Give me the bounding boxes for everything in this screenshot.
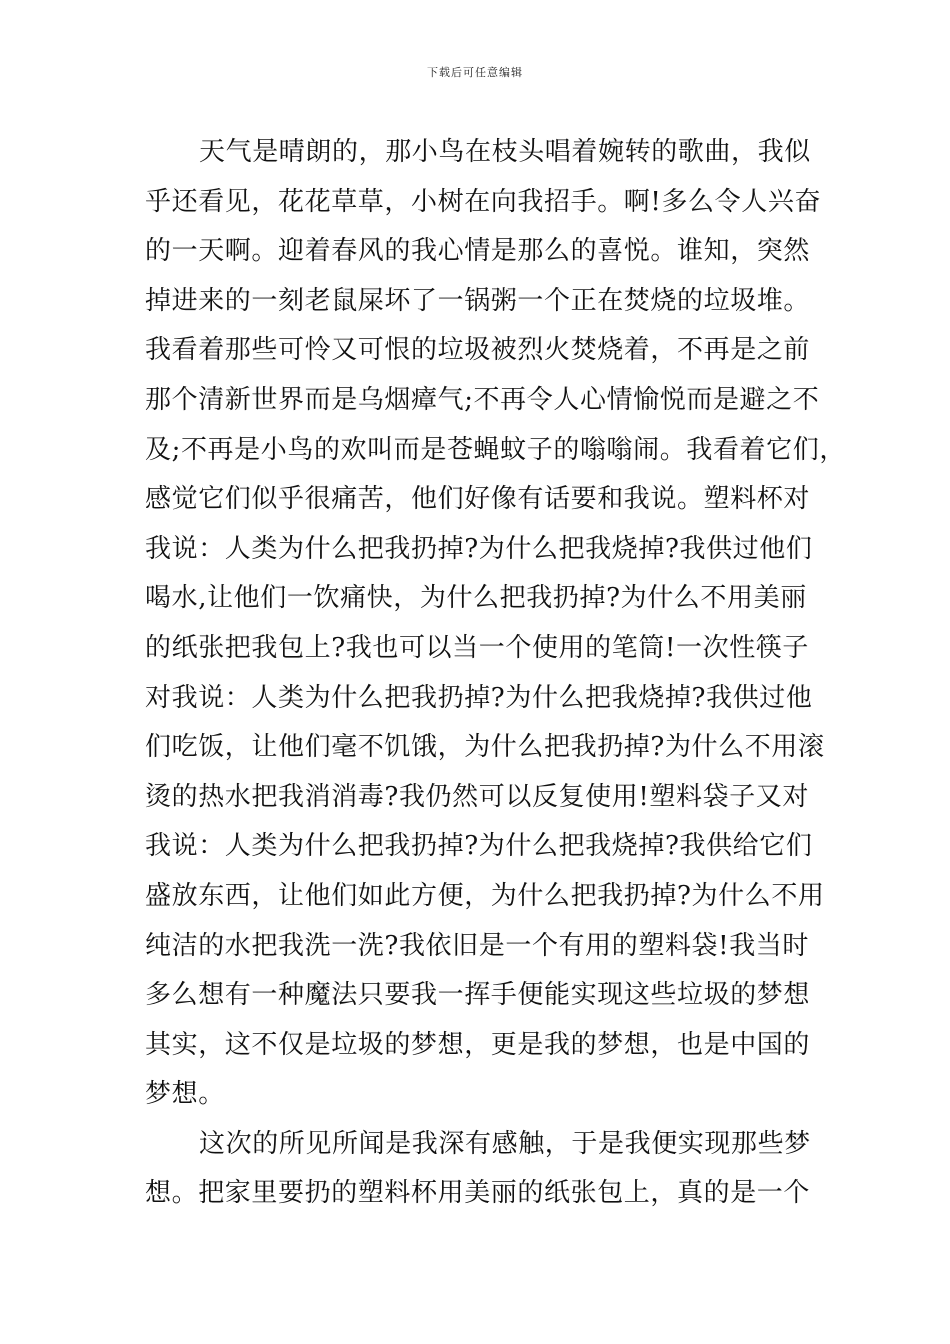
paragraph-line: 的纸张把我包上?我也可以当一个使用的笔筒!一次性筷子 — [145, 632, 809, 663]
paragraph-line: 的一天啊。迎着春风的我心情是那么的喜悦。谁知，突然 — [145, 236, 811, 267]
paragraph-line: 对我说：人类为什么把我扔掉?为什么把我烧掉?我供过他 — [145, 682, 813, 713]
page-header: 下载后可任意编辑 — [427, 66, 523, 79]
paragraph-line: 多么想有一种魔法只要我一挥手便能实现这些垃圾的梦想 — [145, 980, 811, 1011]
paragraph-line: 那个清新世界而是乌烟瘴气;不再令人心情愉悦而是避之不 — [145, 384, 820, 415]
paragraph-line: 盛放东西，让他们如此方便，为什么把我扔掉?为什么不用 — [145, 880, 825, 911]
paragraph-line: 我说：人类为什么把我扔掉?为什么把我烧掉?我供过他们 — [145, 533, 813, 564]
paragraph-line: 梦想。 — [145, 1079, 225, 1110]
paragraph-line: 我说：人类为什么把我扔掉?为什么把我烧掉?我供给它们 — [145, 831, 813, 862]
paragraph-line: 感觉它们似乎很痛苦，他们好像有话要和我说。塑料杯对 — [145, 484, 811, 515]
essay-body — [145, 128, 846, 1219]
paragraph-line: 喝水,让他们一饮痛快，为什么把我扔掉?为什么不用美丽 — [145, 583, 807, 614]
paragraph-line: 想。把家里要扔的塑料杯用美丽的纸张包上，真的是一个 — [145, 1178, 811, 1209]
paragraph-line: 掉进来的一刻老鼠屎坏了一锅粥一个正在焚烧的垃圾堆。 — [145, 285, 811, 316]
paragraph-line: 乎还看见，花花草草，小树在向我招手。啊!多么令人兴奋 — [145, 186, 822, 217]
paragraph-line: 烫的热水把我消消毒?我仍然可以反复使用!塑料袋子又对 — [145, 781, 809, 812]
paragraph-line: 及;不再是小鸟的欢叫而是苍蝇蚊子的嗡嗡闹。我看着它们， — [145, 434, 846, 465]
paragraph-line: 天气是晴朗的，那小鸟在枝头唱着婉转的歌曲，我似 — [199, 137, 811, 167]
paragraph-line: 们吃饭，让他们毫不饥饿，为什么把我扔掉?为什么不用滚 — [145, 732, 825, 763]
paragraph-line: 其实，这不仅是垃圾的梦想，更是我的梦想，也是中国的 — [145, 1029, 811, 1060]
paragraph-line: 纯洁的水把我洗一洗?我依旧是一个有用的塑料袋!我当时 — [145, 930, 809, 961]
paragraph-line: 这次的所见所闻是我深有感触，于是我便实现那些梦 — [199, 1128, 811, 1159]
paragraph-line: 我看着那些可怜又可恨的垃圾被烈火焚烧着，不再是之前 — [145, 335, 811, 366]
